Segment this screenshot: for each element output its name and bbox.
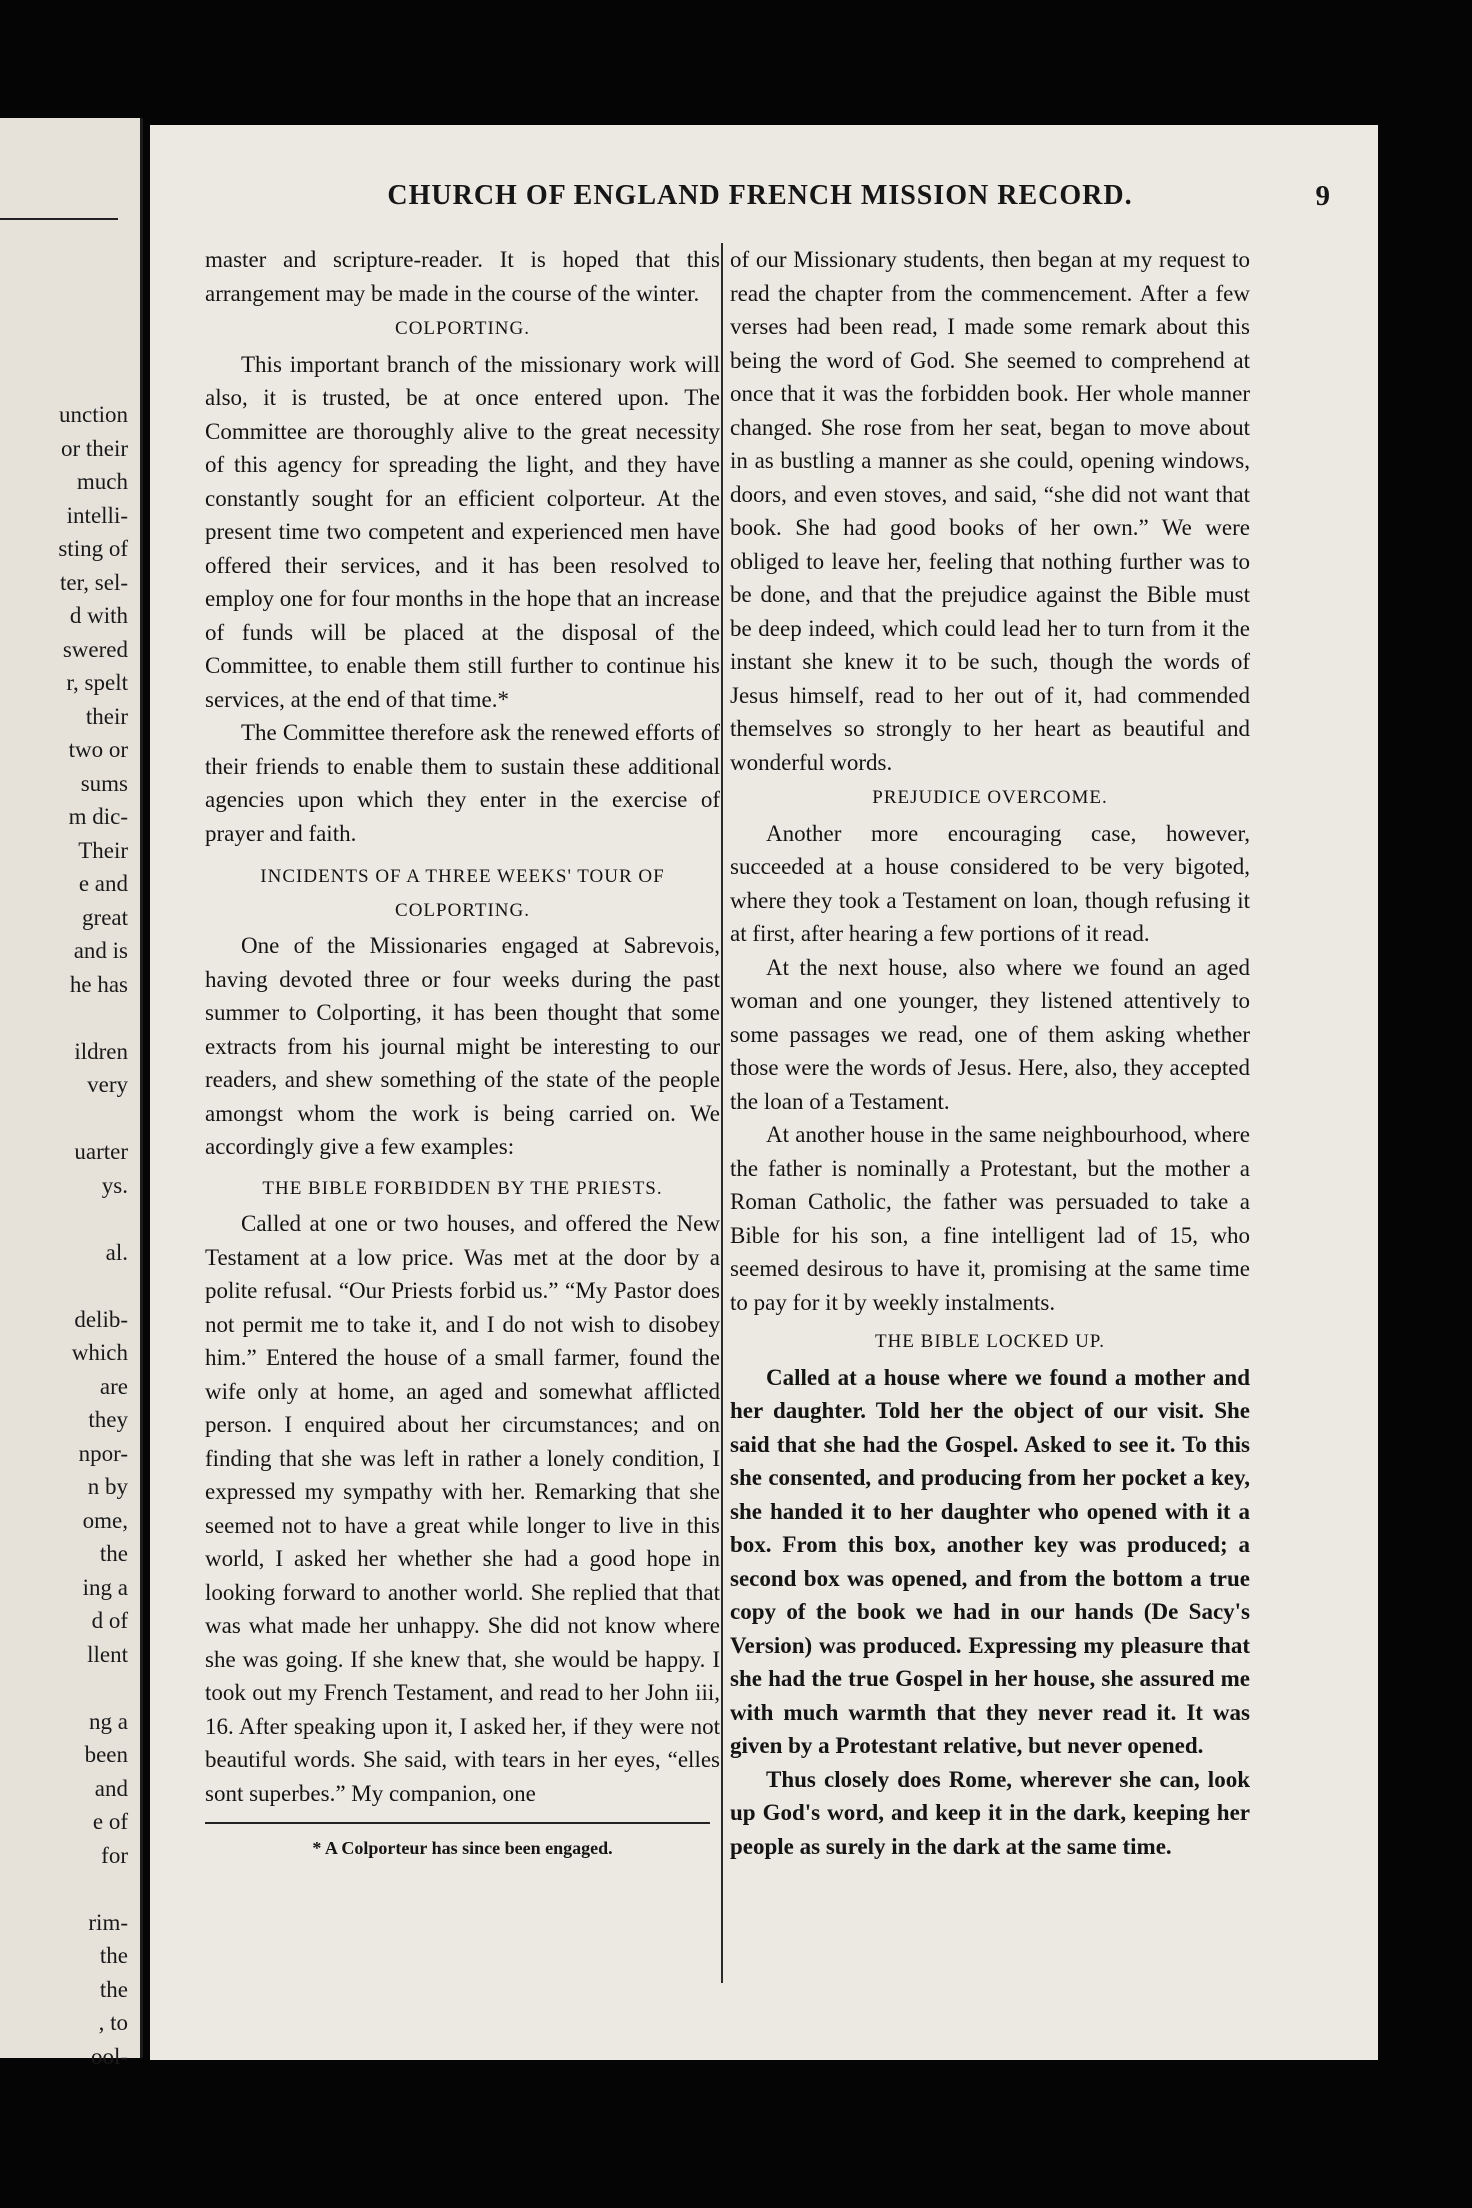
previous-page-line: ool- (90, 2043, 128, 2069)
previous-page-line: delib- (74, 1306, 128, 1332)
previous-page-line: ome, (82, 1507, 128, 1533)
previous-page-line: swered (62, 636, 128, 662)
previous-page-line: for (101, 1842, 128, 1868)
paragraph: At the next house, also where we found an aged woman and one younger, they listened attentively to some passages we read, one of them asking whether those were the words of Jesus. Here, also, they accepted the loan of a Testament. (730, 954, 1250, 1114)
previous-page-line: sums (80, 770, 128, 796)
previous-page-line (58, 1872, 128, 1906)
previous-page-line: e and (78, 871, 128, 896)
previous-page-line: the (99, 1943, 128, 1968)
paragraph: The Committee therefore ask the renewed efforts of their friends to enable them to sustain these additional agencies upon which they enter in the exercise of prayer and faith. (205, 720, 720, 846)
previous-page-line: r, spelt (66, 670, 128, 695)
paragraph: Called at one or two houses, and offered the New Testament at a low price. Was met at the door by a polite refusal. “Our Priests forbid us.” “My Pastor does not permit me to take it, and I do not wish to disobey him.” Entered the house of a small farmer, found the wife only at home, an aged and somewhat afflicted person. I enquired about her circumstances; and on finding that she was left in rather a lonely condition, I expressed my sympathy with her. Remarking that she seemed not to have a great while longer to live in this world, I asked her whether she had a good hope in looking forward to another world. She replied that that was what made her unhappy. She did not know where she was going. If she knew that, she would be happy. I took out my French Testament, and read to her John iii, 16. After speaking upon it, I asked her, if they were not beautiful words. She said, with tears in her eyes, “elles sont superbes.” My companion, one (205, 1211, 720, 1806)
paragraph: Another more encouraging case, however, succeeded at a house considered to be very bigoted, where they took a Testament on loan, though refusing it at first, after hearing a few portions of it read. (730, 820, 1250, 946)
previous-page-line: , to (98, 2010, 128, 2035)
section-heading: THE BIBLE FORBIDDEN BY THE PRIESTS. (262, 1177, 663, 1199)
previous-page-line: are (99, 1373, 128, 1399)
previous-page-line: which (71, 1340, 128, 1365)
previous-page-line: ing a (82, 1574, 128, 1600)
previous-page-line: al. (105, 1239, 128, 1265)
previous-page-line: ildren (74, 1038, 128, 1064)
previous-page-text (58, 398, 128, 2073)
previous-page-line: llent (87, 1641, 128, 1667)
paragraph: master and scripture-reader. It is hoped that this arrangement may be made in the course of the winter. (205, 247, 720, 306)
paragraph: At another house in the same neighbourhood, where the father is nominally a Protestant, but the mother a Roman Catholic, the father was persuaded to take a Bible for his son, a fine intelligent lad of 15, who seemed desirous to have it, promising at the same time to pay for it by weekly instalments. (730, 1122, 1250, 1315)
paragraph: Thus closely does Rome, wherever she can, look up God's word, and keep it in the dark, keeping her people as surely in the dark at the same time. (730, 1766, 1250, 1859)
previous-page-line: d with (69, 603, 128, 628)
paragraph: One of the Missionaries engaged at Sabrevois, having devoted three or four weeks during the past summer to Colporting, it has been thought that some extracts from his journal might be interesting to our readers, and shew something of the state of the people amongst whom the work is being carried on. We accordingly give a few examples: (205, 933, 720, 1159)
previous-page-line: the (99, 1976, 128, 2002)
page-header (190, 180, 1330, 220)
previous-page-line: much (76, 469, 128, 494)
previous-page-line: two or (68, 737, 128, 762)
previous-page-line (58, 1001, 128, 1035)
page-number: 9 (1315, 180, 1330, 212)
previous-page-line: ng a (89, 1708, 128, 1734)
previous-page-line: or their (60, 435, 128, 461)
column-divider (721, 243, 723, 1983)
previous-page-line (58, 1671, 128, 1705)
previous-page-line (58, 1269, 128, 1303)
section-heading: THE BIBLE LOCKED UP. (874, 1331, 1106, 1352)
previous-page-line (58, 1102, 128, 1136)
previous-page-line: uarter (74, 1139, 128, 1164)
previous-page-line: the (99, 1541, 128, 1566)
previous-page-line: they (88, 1407, 128, 1432)
paragraph: of our Missionary students, then began at my request to read the chapter from the commencement. After a few verses had been read, I made some remark about this being the word of God. She seemed to comprehend at once that it was the forbidden book. Her whole manner changed. She rose from her seat, began to move about in as bustling a manner as she could, opening windows, doors, and even stoves, and said, “she did not want that book. She had good books of her own.” We were obliged to leave her, feeling that nothing further was to be done, and that the prejudice against the Bible must be deep indeed, which could lead her to turn from it the instant she knew it to be such, though the words of Jesus himself, read to her out of it, had commended themselves so strongly to her heart as beautiful and wonderful words. (730, 247, 1250, 775)
paragraph: This important branch of the missionary work will also, it is trusted, be at once entered upon. The Committee are thoroughly alive to the great necessity of this agency for spreading the light, and they have constantly sought for an efficient colporteur. At the present time two competent and experienced men have offered their services, and it has been resolved to employ one for four months in the hope that an increase of funds will be placed at the disposal of the Committee, to enable them still further to continue his services, at the end of that time.* (205, 351, 720, 712)
section-heading: COLPORTING. (395, 318, 530, 339)
previous-page-line: ys. (101, 1172, 128, 1198)
previous-page-line: intelli- (66, 502, 128, 528)
previous-page-line: rim- (88, 1909, 128, 1935)
previous-page-line: Their (78, 837, 128, 863)
previous-page-rule (0, 218, 118, 220)
previous-page-line: n by (87, 1474, 128, 1499)
previous-page-line: sting of (58, 536, 128, 561)
document-page (150, 125, 1378, 2060)
section-heading: PREJUDICE OVERCOME. (872, 787, 1108, 808)
footnote-rule (205, 1822, 710, 1824)
previous-page-line: great (82, 904, 128, 930)
bold-passage (730, 1361, 1250, 1864)
running-title: CHURCH OF ENGLAND FRENCH MISSION RECORD. (387, 180, 1133, 211)
left-column (205, 243, 720, 1866)
previous-page-line: d of (91, 1608, 128, 1633)
previous-page-line: m dic- (68, 804, 128, 829)
previous-page-line: been (84, 1742, 128, 1767)
previous-page-line (58, 1202, 128, 1236)
footnote: * A Colporteur has since been engaged. (312, 1838, 613, 1858)
section-heading: INCIDENTS OF A THREE WEEKS' TOUR OF COLPORTING. (260, 866, 665, 921)
previous-page-line: npor- (78, 1440, 128, 1466)
previous-page-line: and is (73, 938, 128, 963)
previous-page-fragment (0, 118, 143, 2069)
right-column (730, 243, 1250, 1863)
previous-page-line: their (85, 703, 128, 729)
previous-page-line: ter, sel- (59, 569, 128, 595)
previous-page-line: and (94, 1775, 128, 1801)
previous-page-line: very (87, 1072, 128, 1097)
previous-page-line: e of (92, 1809, 128, 1834)
previous-page-line: unction (59, 402, 128, 427)
paragraph: Called at a house where we found a mother and her daughter. Told her the object of our visit. She said that she had the Gospel. Asked to see it. To this she consented, and producing from her pocket a key, she handed it to her daughter who opened with it a box. From this box, another key was produced; a second box was opened, and from the bottom a true copy of the book we had in our hands (De Sacy's Version) was produced. Expressing my pleasure that she had the true Gospel in her house, she assured me with much warmth that they never read it. It was given by a Protestant relative, but never opened. (730, 1364, 1250, 1758)
previous-page-line: he has (69, 971, 128, 997)
